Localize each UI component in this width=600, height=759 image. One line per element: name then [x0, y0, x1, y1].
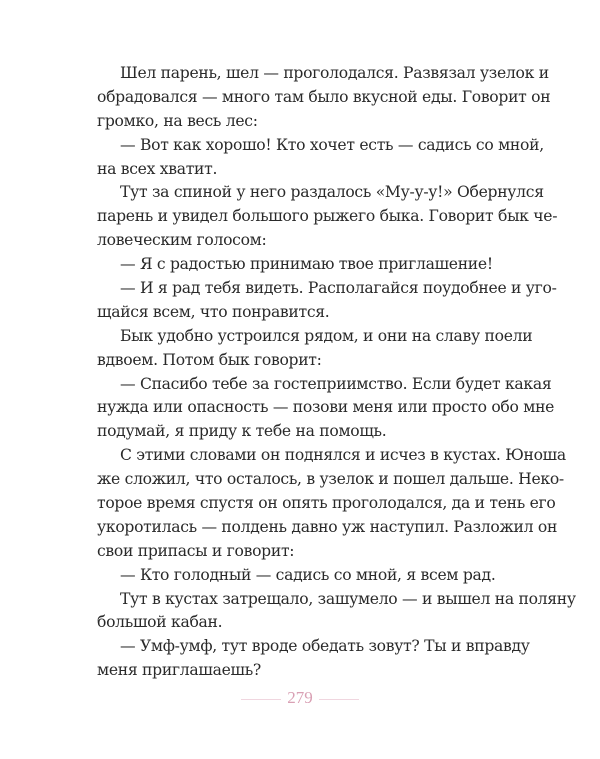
text-line: же сложил, что осталось, в узелок и пошел дальше. Неко-: [97, 470, 564, 489]
text-line: С этими словами он поднялся и исчез в кустах. Юноша: [120, 446, 566, 465]
text-line: ловеческим голосом:: [97, 231, 267, 250]
paragraph: [97, 62, 551, 134]
body-text: [97, 62, 576, 683]
text-line: Тут в кустах затрещало, зашумело — и вышел на поляну: [120, 589, 576, 608]
paragraph: [97, 134, 544, 182]
text-line: — Я с радостью принимаю твое приглашение!: [120, 255, 493, 274]
text-line: — И я рад тебя видеть. Располагайся поудобнее и уго-: [120, 279, 557, 298]
paragraph: [97, 444, 566, 563]
text-line: Тут за спиной у него раздалось «Му-у-у!» Обернулся: [120, 183, 544, 202]
text-line: торое время спустя он опять проголодался, да и тень его: [97, 494, 556, 513]
text-line: громко, на весь лес:: [97, 111, 258, 130]
text-line: — Кто голодный — садись со мной, я всем рад.: [120, 565, 496, 584]
paragraph: [97, 373, 555, 445]
text-line: обрадовался — много там было вкусной еды. Говорит он: [97, 87, 551, 106]
paragraph: [97, 564, 515, 588]
text-line: — Умф-умф, тут вроде обедать зовут? Ты и вправду: [120, 637, 530, 656]
page-number-footer: [0, 688, 600, 708]
text-line: подумай, я приду к тебе на помощь.: [97, 422, 387, 441]
paragraph: [97, 325, 533, 373]
text-line: Бык удобно устроился рядом, и они на славу поели: [120, 326, 533, 345]
text-line: свои припасы и говорит:: [97, 541, 295, 560]
ornament-right: [319, 699, 359, 700]
ornament-left: [241, 699, 281, 700]
text-line: парень и увидел большого рыжего быка. Говорит бык че-: [97, 207, 558, 226]
paragraph: [97, 253, 515, 277]
text-line: — Спасибо тебе за гостеприимство. Если будет какая: [120, 374, 552, 393]
text-line: щайся всем, что понравится.: [97, 302, 330, 321]
paragraph: [97, 277, 557, 325]
text-line: нужда или опасность — позови меня или просто обо мне: [97, 398, 555, 417]
text-line: на всех хватит.: [97, 159, 218, 178]
paragraph: [97, 635, 530, 683]
text-line: — Вот как хорошо! Кто хочет есть — садись со мной,: [120, 135, 544, 154]
text-line: Шел парень, шел — проголодался. Развязал узелок и: [120, 64, 549, 82]
text-line: меня приглашаешь?: [97, 661, 261, 680]
page-number: 279: [287, 688, 313, 707]
text-line: вдвоем. Потом бык говорит:: [97, 350, 322, 369]
text-line: большой кабан.: [97, 613, 223, 632]
text-line: укоротилась — полдень давно уж наступил. Разложил он: [97, 517, 558, 536]
paragraph: [97, 588, 576, 636]
paragraph: [97, 181, 558, 253]
